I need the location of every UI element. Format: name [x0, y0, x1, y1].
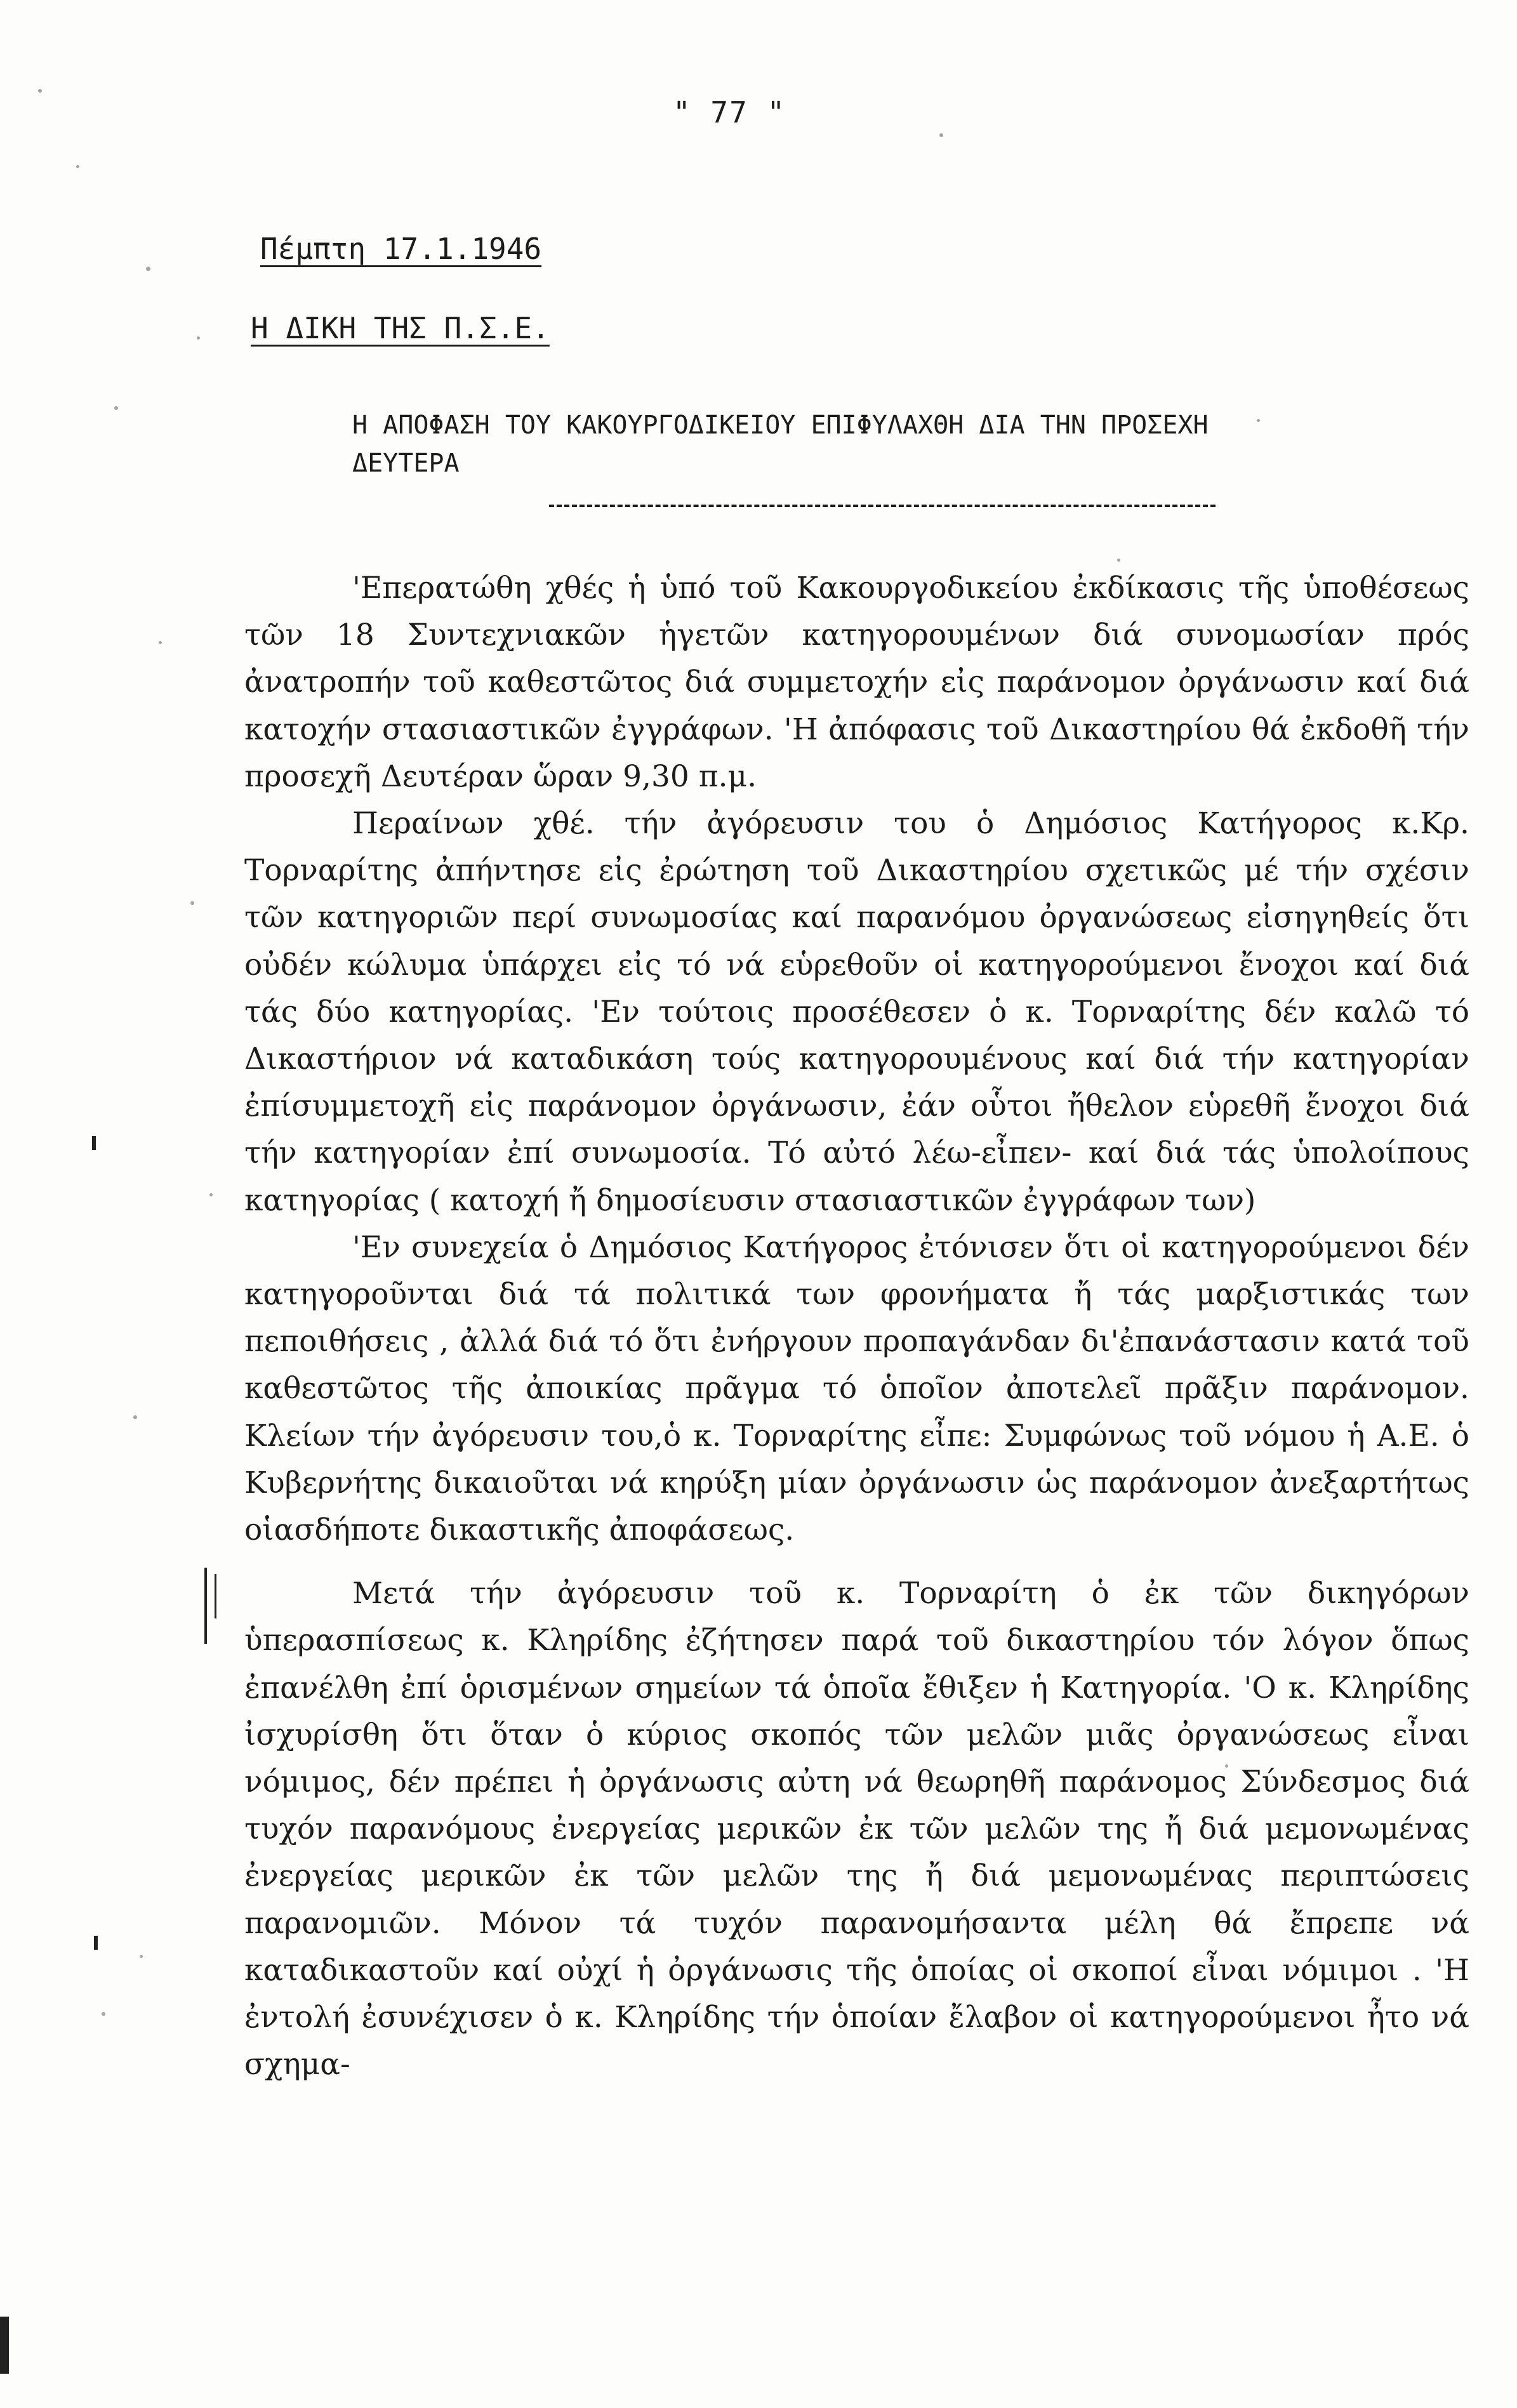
- margin-edge-mark: [0, 2317, 9, 2374]
- scan-speckle: [146, 267, 150, 271]
- paragraph-2: Περαίνων χθέ. τήν ἀγόρευσιν του ὁ Δημόσιος Κατήγορος κ.Κρ. Τορναρίτης ἀπήντησε εἰς ἐρώτηση τοῦ Δικαστηρίου σχετικῶς μέ τήν σχέσιν τῶν κατηγοριῶν περί συνωμοσίας καί παρανόμου ὀργανώσεως εἰσηγηθείς ὅτι οὐδέν κώλυμα ὑπάρχει εἰς τό νά εὑρεθοῦν οἱ κατηγορούμενοι ἔνοχοι καί διά τάς δύο κατηγορίας. 'Εν τούτοις προσέθεσεν ὁ κ. Τορναρίτης δέν καλῶ τό Δικαστήριον νά καταδικάση τούς κατηγορουμένους καί διά τήν κατηγορίαν ἐπίσυμμετοχῆ εἰς παράνομον ὀργάνωσιν, ἐάν οὗτοι ἤθελον εὑρεθῆ ἔνοχοι διά τήν κατηγορίαν ἐπί συνωμοσία. Τό αὐτό λέω-εἶπεν- καί διά τάς ὑπολοίπους κατηγορίας ( κατοχή ἤ δημοσίευσιν στασιαστικῶν ἐγγράφων των): [244, 806, 1469, 1218]
- scan-speckle: [114, 406, 118, 410]
- scan-speckle: [197, 336, 200, 340]
- scan-speckle: [140, 1955, 143, 1958]
- section-title: Η ΔΙΚΗ ΤΗΣ Π.Σ.Ε.: [251, 311, 550, 345]
- scan-speckle: [102, 2012, 105, 2016]
- scan-speckle: [133, 1415, 137, 1419]
- scan-speckle: [1117, 559, 1120, 562]
- paragraph-4: Μετά τήν ἀγόρευσιν τοῦ κ. Τορναρίτη ὁ ἐκ τῶν δικηγόρων ὑπερασπίσεως κ. Κληρίδης ἐζήτησεν παρά τοῦ δικαστηρίου τόν λόγον ὅπως ἐπανέλθη ἐπί ὁρισμένων σημείων τά ὁποῖα ἔθιξεν ἡ Κατηγορία. 'Ο κ. Κληρίδης ἰσχυρίσθη ὅτι ὅταν ὁ κύριος σκοπός τῶν μελῶν μιᾶς ὀργανώσεως εἶναι νόμιμος, δέν πρέπει ἡ ὀργάνωσις αὐτη νά θεωρηθῆ παράνομος Σύνδεσμος διά τυχόν παρανόμους ἐνεργείας μερικῶν ἐκ τῶν μελῶν της ἤ διά μεμονωμένας ἐνεργείας μερικῶν ἐκ τῶν μελῶν της ἤ διά μεμονωμένας περιπτώσεις παρανομιῶν. Μόνον τά τυχόν παρανομήσαντα μέλη θά ἔπρεπε νά καταδικαστοῦν καί οὐχί ἡ ὀργάνωσις τῆς ὁποίας οἱ σκοποί εἶναι νόμιμοι . 'Η ἐντολή ἐσυνέχισεν ὁ κ. Κληρίδης τήν ὁποίαν ἔλαβον οἱ κατηγορούμενοι ἦτο νά σχημα-: [244, 1576, 1469, 2082]
- scan-speckle: [190, 901, 194, 905]
- margin-tick-mark: [94, 1936, 98, 1950]
- page-number: " 77 ": [673, 95, 786, 129]
- scan-speckle: [209, 1193, 213, 1196]
- paragraph-1: 'Επερατώθη χθές ἡ ὑπό τοῦ Κακουργοδικείου ἐκδίκασις τῆς ὑποθέσεως τῶν 18 Συντεχνιακῶν ἡγετῶν κατηγορουμένων διά συνομωσίαν πρός ἀνατροπήν τοῦ καθεστῶτος διά συμμετοχήν εἰς παράνομον ὀργάνωσιν καί διά κατοχήν στασιαστικῶν ἐγγράφων. 'Η ἀπόφασις τοῦ Δικαστηρίου θά ἐκδοθῆ τήν προσεχῆ Δευτέραν ὥραν 9,30 π.μ.: [244, 571, 1469, 794]
- margin-bracket-mark: [204, 1568, 207, 1644]
- scan-speckle: [1257, 419, 1260, 422]
- article-body: [244, 565, 1469, 2089]
- scan-speckle: [76, 165, 79, 168]
- scan-speckle: [1225, 1764, 1228, 1768]
- margin-bracket-mark: [215, 1574, 216, 1618]
- date-line: Πέμπτη 17.1.1946: [260, 232, 542, 266]
- margin-tick-mark: [92, 1136, 96, 1150]
- scan-speckle: [38, 89, 42, 93]
- headline: Η ΑΠΟΦΑΣΗ ΤΟΥ ΚΑΚΟΥΡΓΟΔΙΚΕΙΟΥ ΕΠΙΦΥΛΑΧΘΗ ΔΙΑ ΤΗΝ ΠΡΟΣΕΧΗ ΔΕΥΤΕΡΑ: [352, 411, 1209, 478]
- headline-underline: [549, 505, 1216, 507]
- paragraph-3: 'Εν συνεχεία ὁ Δημόσιος Κατήγορος ἐτόνισεν ὅτι οἱ κατηγορούμενοι δέν κατηγοροῦνται διά τά πολιτικά των φρονήματα ἤ τάς μαρξιστικάς των πεποιθήσεις , ἀλλά διά τό ὅτι ἐνήργουν προπαγάνδαν δι'ἐπανάστασιν κατά τοῦ καθεστῶτος τῆς ἀποικίας πρᾶγμα τό ὁποῖον ἀποτελεῖ πρᾶξιν παράνομον. Κλείων τήν ἀγόρευσιν του,ὁ κ. Τορναρίτης εἶπε: Συμφώνως τοῦ νόμου ἡ Α.Ε. ὁ Κυβερνήτης δικαιοῦται νά κηρύξη μίαν ὀργάνωσιν ὡς παράνομον ἀνεξαρτήτως οἱασδήποτε δικαστικῆς ἀποφάσεως.: [244, 1229, 1469, 1548]
- scan-speckle: [159, 641, 162, 644]
- scan-speckle: [939, 133, 943, 137]
